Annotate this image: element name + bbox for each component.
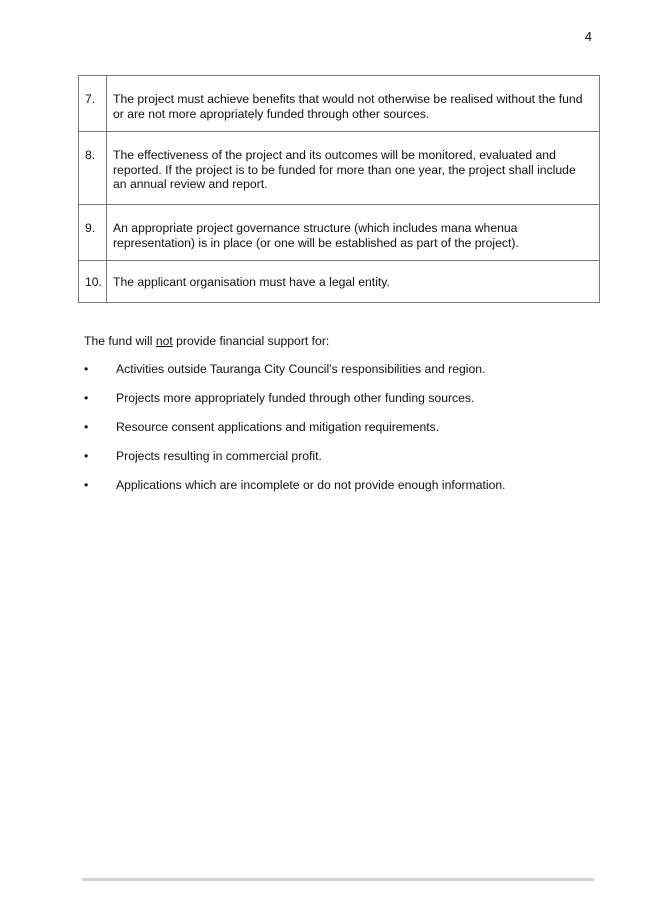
table-row xyxy=(79,132,600,205)
table-row xyxy=(79,205,600,261)
criterion-text: The applicant organisation must have a legal entity. xyxy=(107,261,600,303)
bullet-icon: • xyxy=(84,478,89,492)
table-row xyxy=(79,261,600,303)
footer-divider xyxy=(82,878,594,881)
list-item xyxy=(84,449,506,478)
exclusion-text: Resource consent applications and mitigation requirements. xyxy=(116,420,440,434)
list-item xyxy=(84,391,506,420)
criterion-text: The project must achieve benefits that would not otherwise be realised without the fund or are not more apropriately funded through other sources. xyxy=(107,76,600,132)
exclusion-text: Activities outside Tauranga City Council’s responsibilities and region. xyxy=(116,362,486,376)
list-item xyxy=(84,362,506,391)
exclusion-text: Projects more appropriately funded through other funding sources. xyxy=(116,391,475,405)
table-row xyxy=(79,76,600,132)
intro-after: provide financial support for: xyxy=(172,334,330,348)
criterion-number: 9. xyxy=(79,205,107,261)
criterion-number: 8. xyxy=(79,132,107,205)
intro-before: The fund will xyxy=(84,334,156,348)
exclusion-text: Projects resulting in commercial profit. xyxy=(116,449,322,463)
exclusions-list xyxy=(84,362,506,507)
bullet-icon: • xyxy=(84,449,89,463)
bullet-icon: • xyxy=(84,362,89,376)
criterion-number: 7. xyxy=(79,76,107,132)
list-item xyxy=(84,478,506,507)
exclusion-text: Applications which are incomplete or do not provide enough information. xyxy=(116,478,506,492)
criterion-text: An appropriate project governance structure (which includes mana whenua representation) is in place (or one will be established as part of the project). xyxy=(107,205,600,261)
criteria-table xyxy=(78,75,600,303)
criterion-text: The effectiveness of the project and its outcomes will be monitored, evaluated and reported. If the project is to be funded for more than one year, the project shall include an annual review and report. xyxy=(107,132,600,205)
criterion-number: 10. xyxy=(79,261,107,303)
bullet-icon: • xyxy=(84,420,89,434)
page-number: 4 xyxy=(584,29,592,44)
exclusions-intro xyxy=(84,334,329,348)
intro-emphasis: not xyxy=(155,334,173,348)
list-item xyxy=(84,420,506,449)
bullet-icon: • xyxy=(84,391,89,405)
